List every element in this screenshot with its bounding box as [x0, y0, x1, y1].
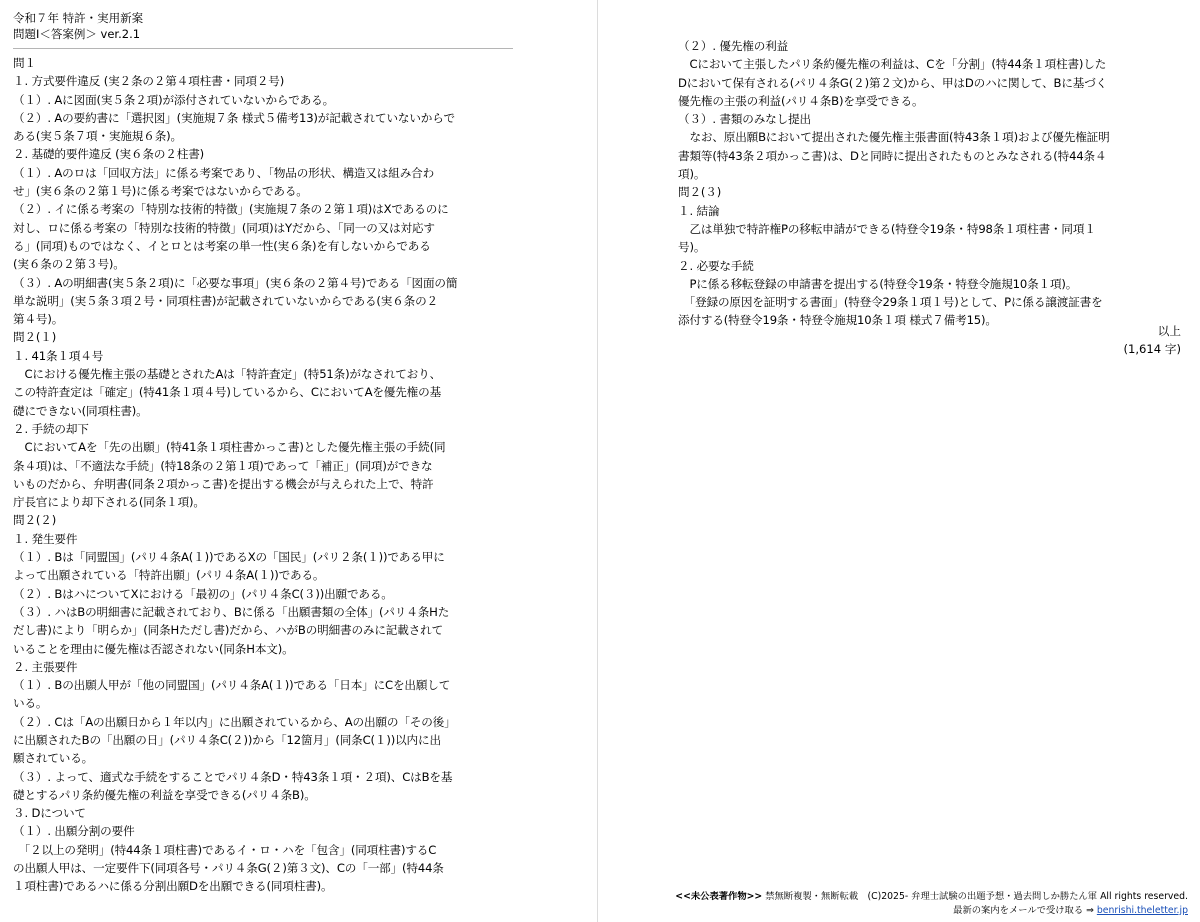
answer-line: ある(実５条７項・実施規６条)。 — [13, 129, 182, 144]
answer-line: （２）. Cは「Aの出願日から１年以内」に出願されているから、Aの出願の「その後」 — [13, 714, 456, 729]
answer-line: （３）. ハはBの明細書に記載されており、Bに係る「出願書類の全体」(パリ４条Hた — [13, 604, 450, 619]
answer-line: （２）. Aの要約書に「選択図」(実施規７条 様式５備考13)が記載されていないからで — [13, 110, 456, 125]
answer-line: 単な説明」(実５条３項２号・同項柱書)が記載されていないからである(実６条の２ — [13, 293, 438, 308]
answer-line: （１）. Aに図面(実５条２項)が添付されていないからである。 — [13, 92, 335, 107]
footer — [675, 890, 1188, 918]
answer-line: １項柱書)であるハに係る分割出願Dを出願できる(同項柱書)。 — [13, 879, 333, 894]
answer-line: （３）. Aの明細書(実５条２項)に「必要な事項」(実６条の２第４号)である「図面の簡 — [13, 275, 458, 290]
answer-line: 項)。 — [678, 167, 706, 182]
answer-line: １. 41条１項４号 — [13, 348, 104, 363]
answer-line: ２. 基礎的要件違反 (実６条の２柱書) — [13, 147, 205, 162]
answer-line: せ」(実６条の２第１号)に係る考案ではないからである。 — [13, 184, 308, 199]
answer-line: 号)。 — [678, 240, 706, 255]
answer-line: 条４項)は、「不適法な手続」(特18条の２第１項)であって「補正」(同項)ができな — [13, 458, 433, 473]
answer-line: 「登録の原因を証明する書面」(特登令29条１項１号)として、Pに係る譲渡証書を — [678, 295, 1103, 310]
answer-line: だし書)により「明らか」(同条Hただし書)だから、ハがBの明細書のみに記載されて — [13, 623, 444, 638]
answer-line: （３）. 書類のみなし提出 — [678, 112, 811, 127]
document-header — [13, 10, 143, 42]
answer-line: （１）. Bは「同盟国」(パリ４条A(１))であるXの「国民」(パリ２条(１))である甲に — [13, 550, 445, 565]
answer-line: 問１ — [13, 56, 36, 70]
answer-line: （２）. 優先権の利益 — [678, 39, 789, 53]
problem-version: 問題Ⅰ＜答案例＞ ver.2.1 — [13, 27, 141, 41]
answer-line: 書類等(特43条２項かっこ書)は、Dと同時に提出されたものとみなされる(特44条４ — [678, 148, 1107, 163]
answer-line: いる。 — [13, 696, 48, 711]
answer-line: 「２以上の発明」(特44条１項柱書)であるイ・ロ・ハを「包含」(同項柱書)するC — [13, 842, 437, 857]
answer-line: １. 発生要件 — [13, 531, 78, 546]
answer-line: CにおいてAを「先の出願」(特41条１項柱書かっこ書)とした優先権主張の手続(同 — [13, 440, 446, 455]
answer-line: （２）. BはハについてXにおける「最初の」(パリ４条C(３))出願である。 — [13, 586, 393, 601]
answer-line: ２. 手続の却下 — [13, 421, 89, 436]
mail-subscribe-text: 最新の案内をメールで受け取る ⇒ — [953, 905, 1097, 916]
answer-line: 対し、ロに係る考案の「特別な技術的特徴」(同項)はYだから、「同一の又は対応す — [13, 220, 435, 235]
answer-line: なお、原出願Bにおいて提出された優先権主張書面(特43条１項)および優先権証明 — [678, 130, 1110, 145]
answer-line: よって出願されている「特許出願」(パリ４条A(１))である。 — [13, 568, 325, 583]
answer-line: 問２(１) — [13, 330, 57, 345]
closing-block — [1123, 322, 1181, 359]
answer-line: この特許査定は「確定」(特41条１項４号)しているから、CにおいてAを優先権の基 — [13, 385, 442, 400]
answer-line: 庁長官により却下される(同条１項)。 — [13, 495, 205, 510]
answer-line: （１）. 出願分割の要件 — [13, 824, 135, 839]
answer-line: （３）. よって、適式な手続をすることでパリ４条D・特43条１項・２項)、CはBを基 — [13, 769, 453, 784]
answer-line: 第４号)。 — [13, 312, 64, 327]
answer-line: ２. 必要な手続 — [678, 258, 754, 273]
answer-line: 願されている。 — [13, 751, 94, 766]
answer-line: １. 方式要件違反 (実２条の２第４項柱書・同項２号) — [13, 74, 285, 89]
exam-title: 令和７年 特許・実用新案 — [13, 11, 144, 25]
mail-subscribe-line — [675, 904, 1188, 918]
answer-line: （１）. Aのロは「回収方法」に係る考案であり、「物品の形状、構造又は組み合わ — [13, 165, 435, 180]
copyright-notice — [675, 890, 1188, 904]
answer-line: 問２(２) — [13, 513, 57, 528]
answer-line: （１）. Bの出願人甲が「他の同盟国」(パリ４条A(１))である「日本」にCを出願して — [13, 678, 451, 693]
answer-line: ２. 主張要件 — [13, 659, 78, 674]
answer-line: Dにおいて保有される(パリ４条G(２)第２文)から、甲はDのハに関して、Bに基づく — [678, 75, 1108, 90]
copyright-text: 禁無断複製・無断転載 (C)2025- 弁理士試験の出題予想・過去問しか勝たん軍 All rights reserved. — [762, 891, 1188, 902]
header-rule — [13, 48, 513, 49]
answer-line: （２）. イに係る考案の「特別な技術的特徴」(実施規７条の２第１項)はXであるのに — [13, 202, 449, 217]
answer-line: 礎とするパリ条約優先権の利益を享受できる(パリ４条B)。 — [13, 787, 316, 802]
answer-line: １. 結論 — [678, 203, 720, 218]
right-column-answer-text — [678, 37, 1183, 330]
page-divider — [597, 0, 598, 922]
left-column-answer-text — [13, 54, 515, 896]
answer-line: (実６条の２第３号)。 — [13, 257, 125, 272]
answer-line: 添付する(特登令19条・特登令施規10条１項 様式７備考15)。 — [678, 313, 997, 328]
answer-line: Pに係る移転登録の申請書を提出する(特登令19条・特登令施規10条１項)。 — [678, 276, 1078, 291]
answer-line: 優先権の主張の利益(パリ４条B)を享受できる。 — [678, 93, 924, 108]
answer-line: いものだから、弁明書(同条２項かっこ書)を提出する機会が与えられた上で、特許 — [13, 476, 434, 491]
answer-line: Cにおいて主張したパリ条約優先権の利益は、Cを「分割」(特44条１項柱書)した — [678, 57, 1107, 72]
end-mark: 以上 — [1157, 324, 1181, 338]
answer-line: Cにおける優先権主張の基礎とされたAは「特許査定」(特51条)がなされており、 — [13, 367, 442, 382]
answer-line: 問２(３) — [678, 185, 722, 200]
answer-line: 乙は単独で特許権Pの移転申請ができる(特登令19条・特98条１項柱書・同項１ — [678, 221, 1096, 236]
answer-line: いることを理由に優先権は否認されない(同条H本文)。 — [13, 641, 294, 656]
character-count: (1,614 字) — [1123, 342, 1181, 357]
answer-line: に出願されたBの「出願の日」(パリ４条C(２))から「12箇月」(同条C(１))以内に出 — [13, 732, 441, 747]
newsletter-link[interactable]: benrishi.theletter.jp — [1096, 905, 1188, 916]
unpublished-work-label: <<未公表著作物>> — [675, 891, 763, 902]
answer-line: る」(同項)ものではなく、イとロとは考案の単一性(実６条)を有しないからである — [13, 238, 431, 253]
answer-line: ３. Dについて — [13, 806, 86, 821]
answer-line: の出願人甲は、一定要件下(同項各号・パリ４条G(２)第３文)、Cの「一部」(特44条 — [13, 861, 444, 876]
answer-line: 礎にできない(同項柱書)。 — [13, 403, 148, 418]
